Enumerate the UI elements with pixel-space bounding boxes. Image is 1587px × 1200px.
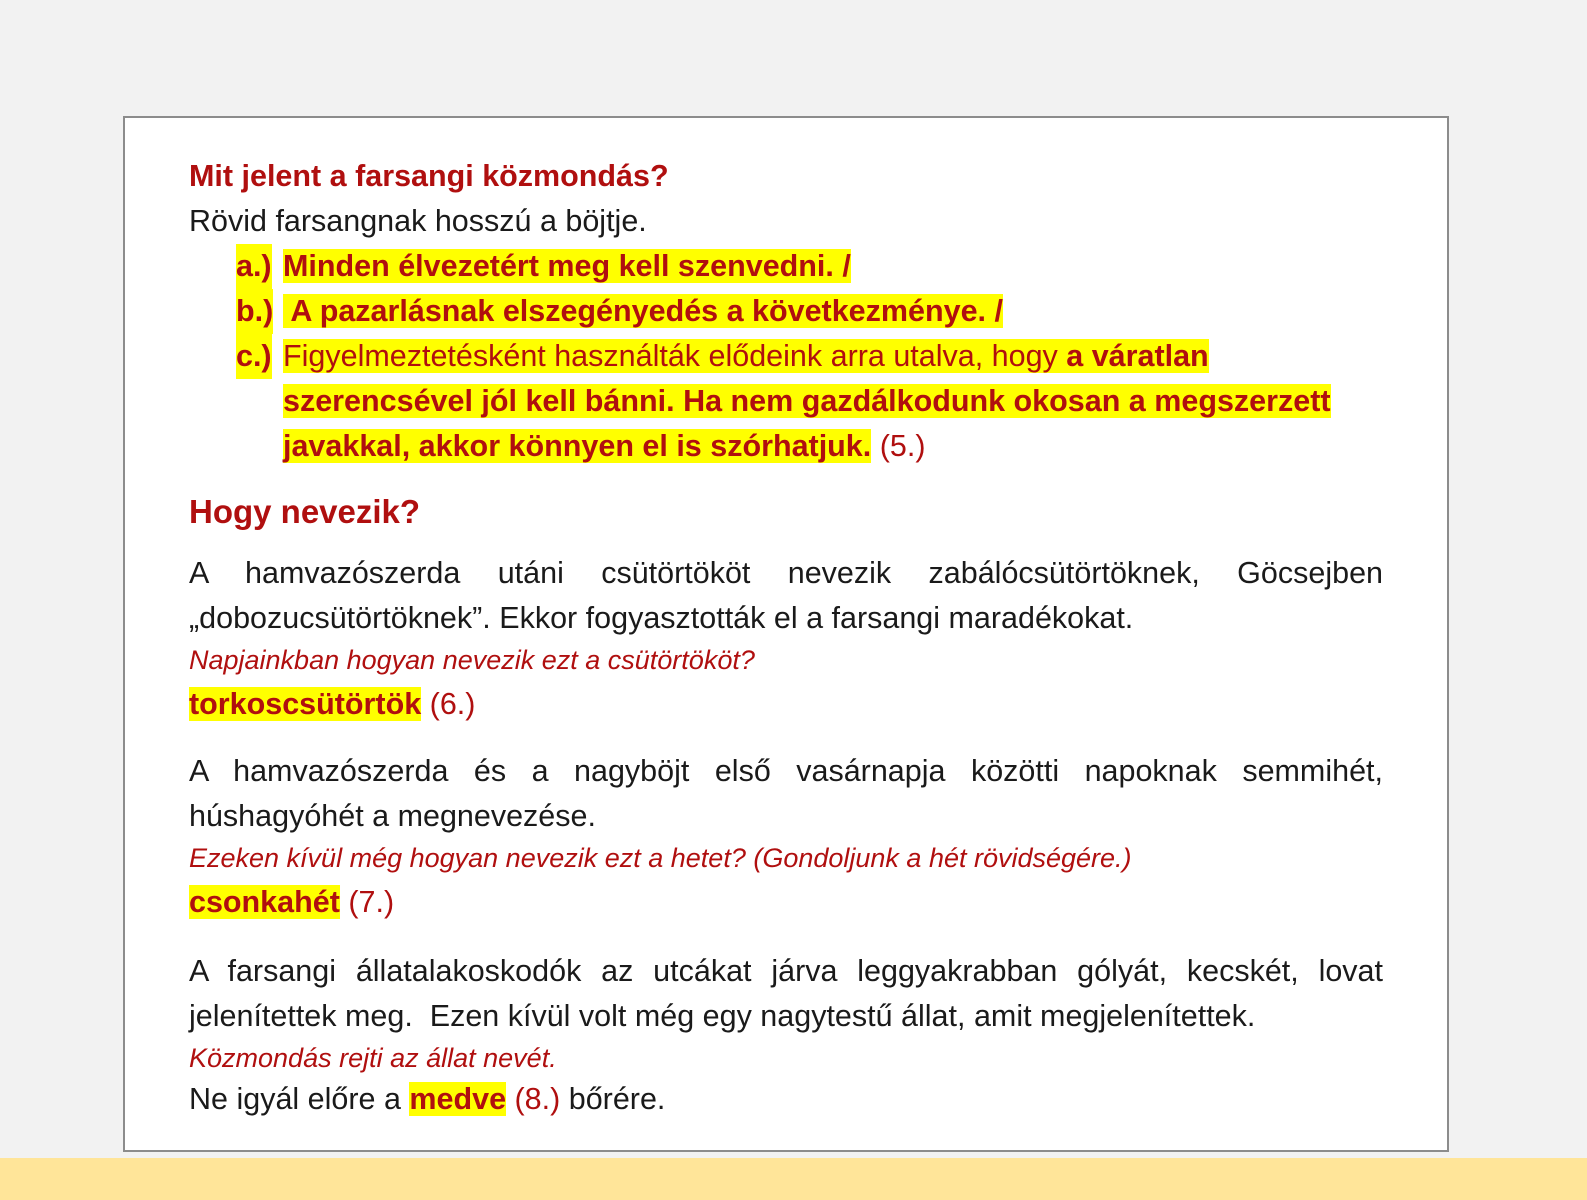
paragraph: A farsangi állatalakoskodók az utcákat járva leggyakrabban gólyát, kecskét, lovat jelenítettek meg. Ezen kívül volt még egy nagytestű állat, amit megjelenítettek. bbox=[189, 954, 1392, 1033]
block-animal bbox=[189, 949, 1392, 1122]
section-heading: Hogy nevezik? bbox=[189, 493, 421, 530]
option-c bbox=[189, 334, 1383, 469]
option-marker: a.) bbox=[236, 244, 272, 289]
option-marker: c.) bbox=[236, 334, 272, 379]
option-text-bold: a váratlan szerencsével jól kell bánni. Ha nem gazdálkodunk okosan a megszerzett javakkal, akkor könnyen el is szórhatjuk. bbox=[283, 339, 1331, 463]
answer-number: (8.) bbox=[506, 1082, 561, 1116]
proverb-after: bőrére. bbox=[560, 1082, 666, 1116]
document-page bbox=[123, 116, 1449, 1152]
option-marker: b.) bbox=[236, 289, 273, 334]
page-content bbox=[189, 154, 1392, 1122]
option-text-plain: Figyelmeztetésként használták elődeink arra utalva, hogy bbox=[283, 339, 1067, 373]
option-b bbox=[189, 289, 1383, 334]
answer-highlight: medve bbox=[409, 1082, 507, 1116]
answer-line bbox=[189, 679, 1383, 729]
answer-options bbox=[189, 244, 1383, 469]
answer-highlight: torkoscsütörtök bbox=[189, 687, 422, 721]
question-italic: Ezeken kívül még hogyan nevezik ezt a hetet? (Gondoljunk a hét rövidségére.) bbox=[189, 843, 1132, 873]
answer-number: (5.) bbox=[871, 429, 926, 463]
option-text: Minden élvezetért meg kell szenvedni. / bbox=[283, 249, 851, 283]
answer-highlight: csonkahét bbox=[189, 885, 340, 919]
option-text: A pazarlásnak elszegényedés a következménye. / bbox=[283, 294, 1003, 328]
question-title: Mit jelent a farsangi közmondás? bbox=[189, 159, 669, 193]
question-italic: Napjainkban hogyan nevezik ezt a csütörtököt? bbox=[189, 645, 755, 675]
question-italic: Közmondás rejti az állat nevét. bbox=[189, 1043, 557, 1073]
proverb-before: Ne igyál előre a bbox=[189, 1082, 410, 1116]
block-thursday bbox=[189, 551, 1383, 729]
answer-number: (7.) bbox=[339, 885, 395, 919]
answer-line bbox=[189, 877, 1383, 927]
block-week bbox=[189, 749, 1383, 927]
paragraph: A hamvazószerda utáni csütörtököt nevezik zabálócsütörtöknek, Göcsejben „dobozucsütörtöknek”. Ekkor fogyasztották el a farsangi maradékokat. bbox=[189, 556, 1383, 635]
proverb-text: Rövid farsangnak hosszú a böjtje. bbox=[189, 204, 647, 238]
answer-number: (6.) bbox=[421, 687, 476, 721]
proverb-line bbox=[189, 1077, 1383, 1122]
option-a bbox=[189, 244, 1383, 289]
bottom-strip bbox=[0, 1158, 1587, 1200]
paragraph: A hamvazószerda és a nagyböjt első vasárnapja közötti napoknak semmihét, húshagyóhét a megnevezése. bbox=[189, 754, 1383, 833]
